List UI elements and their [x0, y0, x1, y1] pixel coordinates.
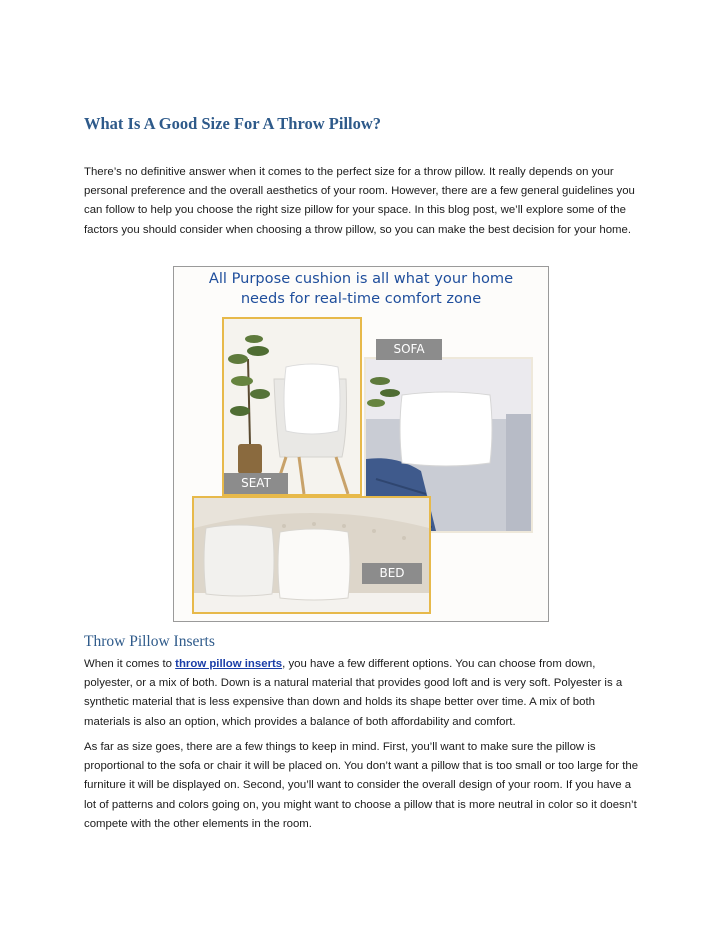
bed-scene-graphic	[194, 498, 429, 612]
throw-pillow-inserts-link[interactable]: throw pillow inserts	[175, 658, 283, 670]
inserts-text-after-link: , you have a few different options. You can choose from down, polyester, or a mix of both. Down is a natural material that provides good loft and is very soft. Polyester is a synthetic material that is less expensive than down and holds its shape better over time. A mix of both materials is also an option, which provides a balance of both affordability and comfort.	[84, 658, 623, 728]
headline-line-1: All Purpose cushion is all what your home	[208, 270, 514, 287]
sofa-label: SOFA	[376, 339, 442, 360]
seat-label: SEAT	[224, 473, 288, 494]
inserts-paragraph	[84, 655, 644, 732]
article-title: What Is A Good Size For A Throw Pillow?	[84, 114, 382, 133]
seat-scene-graphic	[224, 319, 360, 494]
headline-line-2: needs for real-time comfort zone	[240, 290, 482, 307]
section-heading: Throw Pillow Inserts	[84, 633, 215, 650]
illustration-headline	[174, 269, 548, 309]
bed-label: BED	[362, 563, 422, 584]
intro-paragraph: There’s no definitive answer when it comes to the perfect size for a throw pillow. It really depends on your personal preference and the overall aesthetics of your room. However, there are a few general guidelines you can follow to help you choose the right size pillow for your space. In this blog post, we’ll explore some of the factors you should consider when choosing a throw pillow, so you can make the best decision for your home.	[84, 166, 635, 236]
bed-photo	[192, 496, 431, 614]
product-illustration	[173, 266, 549, 622]
seat-photo	[222, 317, 362, 496]
inserts-text-before-link: When it comes to	[84, 658, 176, 670]
size-paragraph: As far as size goes, there are a few things to keep in mind. First, you’ll want to make sure the pillow is proportional to the sofa or chair it will be placed on. You don’t want a pillow that is too small or too large for the furniture it will be displayed on. Second, you’ll want to consider the overall design of your room. If you have a lot of patterns and colors going on, you might want to choose a pillow that is more neutral in color so it doesn’t compete with the other elements in the room.	[84, 741, 639, 830]
